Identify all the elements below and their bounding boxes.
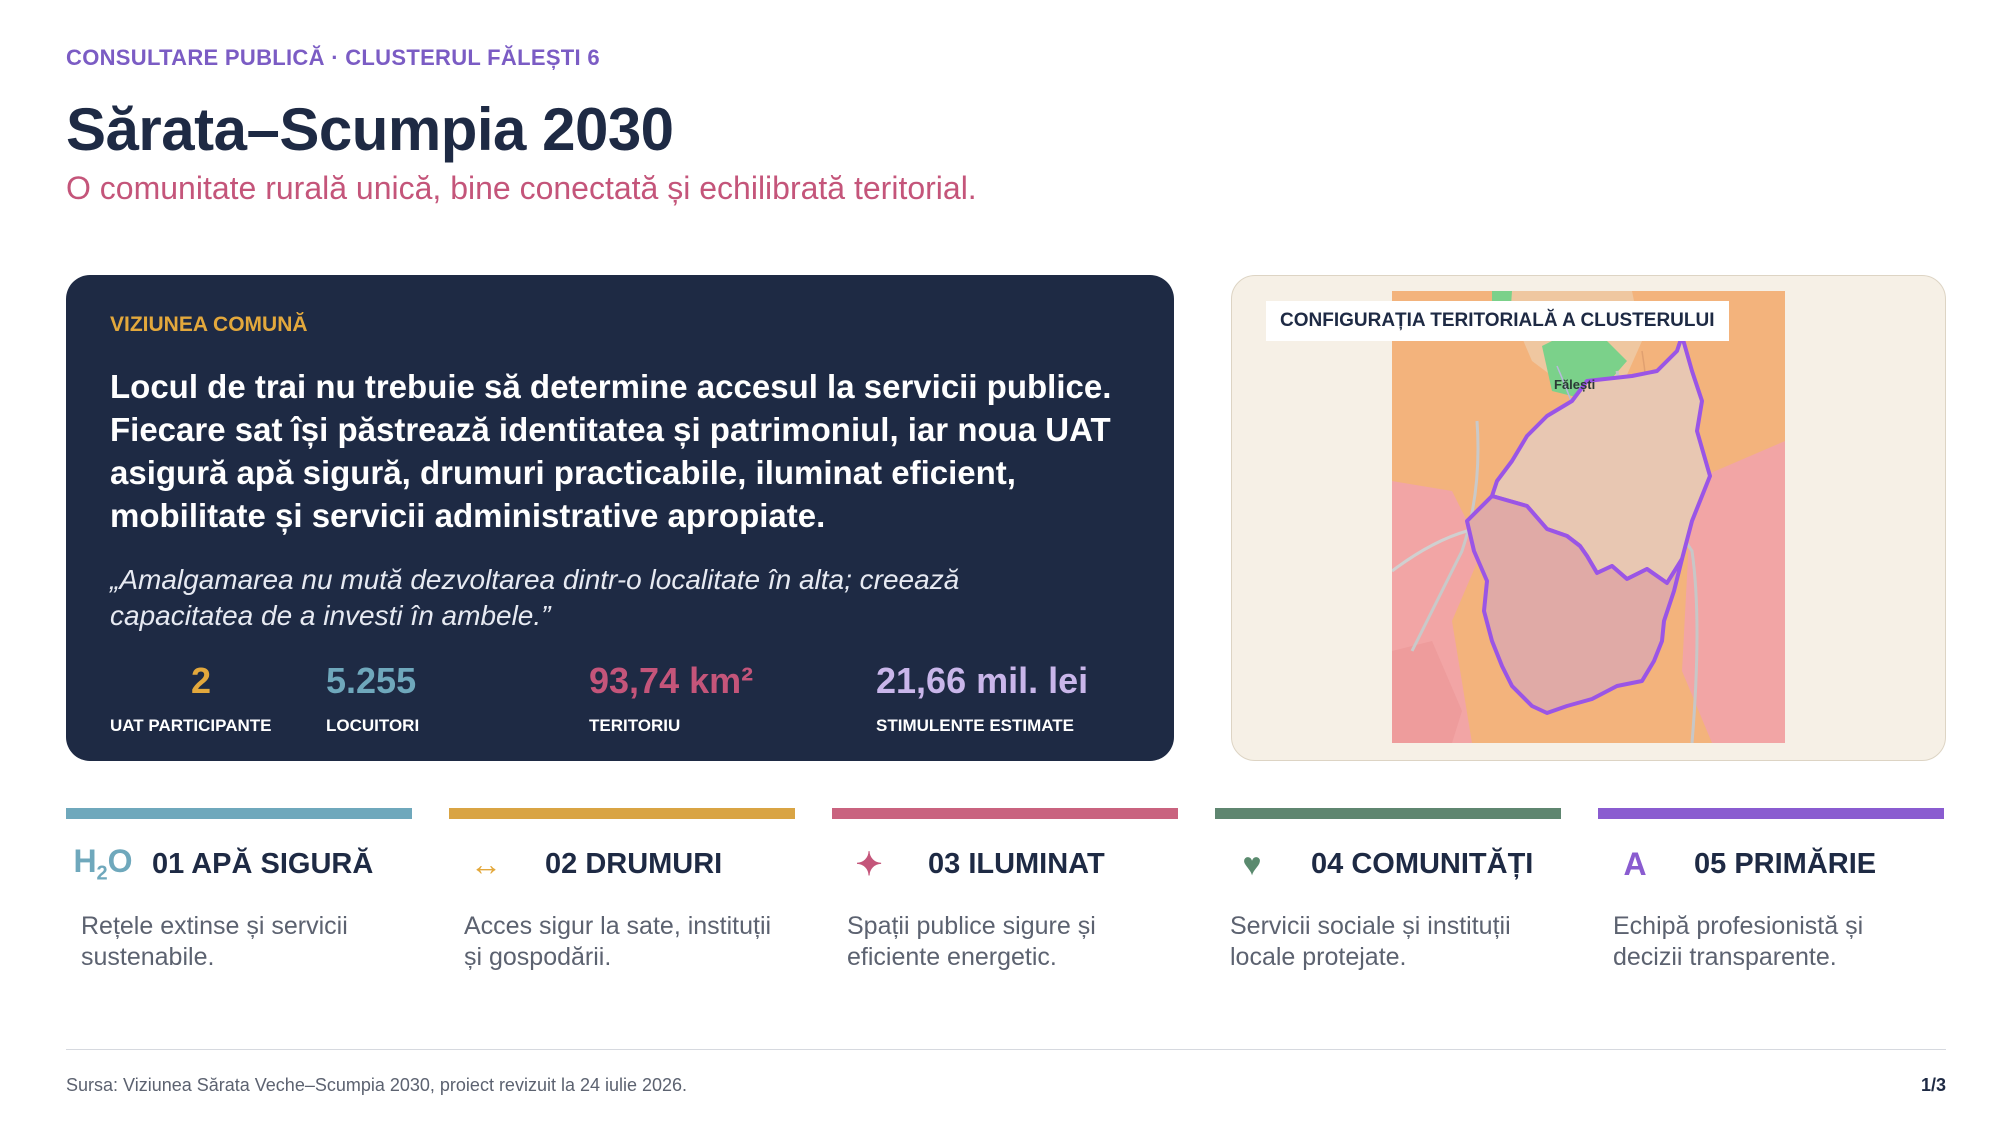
stat-teritoriu [589,660,753,736]
stat-value: 5.255 [326,660,417,701]
pillar-desc: Servicii sociale și instituții locale protejate. [1230,912,1511,971]
pillar-bar [832,808,1178,819]
sparkle-icon: ✦ [855,846,883,882]
pillar-primarie [1598,808,1944,973]
footer-divider [66,1049,1946,1050]
pillar-title: 04 COMUNITĂȚI [1311,847,1534,880]
pillar-bar [66,808,412,819]
page-title: Sărata–Scumpia 2030 [66,96,674,163]
map-town-label: Fălești [1554,377,1596,392]
letter-a-icon: A [1623,845,1647,882]
vision-quote: „Amalgamarea nu mută dezvoltarea dintr-o localitate în alta; creează capacitatea de a investi în ambele.” [110,564,960,631]
stat-uat [110,660,272,736]
pillar-desc: Rețele extinse și servicii sustenabile. [81,912,348,971]
stat-value: 21,66 mil. lei [876,660,1089,701]
pillar-desc: Acces sigur la sate, instituții și gospodării. [464,912,772,971]
stat-locuitori [326,660,419,736]
vision-statement: Locul de trai nu trebuie să determine accesul la servicii publice. Fiecare sat își păstrează identitatea și patrimoniul, iar noua UAT asigură apă sigură, drumuri practicabile, iluminat eficient, mobilitate și servicii administrative apropiate. [110,368,1112,534]
pillar-bar [1215,808,1561,819]
stat-value: 93,74 km² [589,660,754,701]
page-subtitle: O comunitate rurală unică, bine conectată și echilibrată teritorial. [66,170,977,206]
stat-value: 2 [191,660,212,701]
stat-label: STIMULENTE ESTIMATE [876,716,1075,735]
stat-stimulente [876,660,1088,736]
pillar-apa [66,808,412,973]
vision-card [66,275,1174,761]
road-arrows-icon: ↔ [470,845,502,882]
page-number: 1/3 [1920,1075,1946,1095]
stat-label: TERITORIU [589,716,681,735]
footer-source: Sursa: Viziunea Sărata Veche–Scumpia 2030, proiect revizuit la 24 iulie 2026. [66,1075,688,1095]
kicker: CONSULTARE PUBLICĂ · CLUSTERUL FĂLEȘTI 6 [66,45,600,70]
pillar-iluminat [832,808,1178,973]
pillar-title: 03 ILUMINAT [928,847,1105,880]
map-label: CONFIGURAȚIA TERITORIALĂ A CLUSTERULUI [1266,301,1729,341]
pillar-drumuri [449,808,795,973]
water-icon: $H_2O$ [73,842,133,885]
heart-icon: ♥ [1242,845,1262,882]
pillar-desc: Spații publice sigure și eficiente energetic. [847,912,1096,971]
stat-label: UAT PARTICIPANTE [110,716,272,735]
pillar-comunitati [1215,808,1561,973]
map-card [1231,275,1946,761]
pillar-bar [1598,808,1944,819]
pillar-title: 02 DRUMURI [545,847,723,880]
cluster-map[interactable] [1392,291,1785,743]
pillar-title: 01 APĂ SIGURĂ [152,847,374,880]
stat-label: LOCUITORI [326,716,420,735]
vision-label: VIZIUNEA COMUNĂ [110,313,308,336]
pillar-title: 05 PRIMĂRIE [1694,847,1877,880]
pillar-bar [449,808,795,819]
pillar-desc: Echipă profesionistă și decizii transparente. [1613,912,1864,971]
